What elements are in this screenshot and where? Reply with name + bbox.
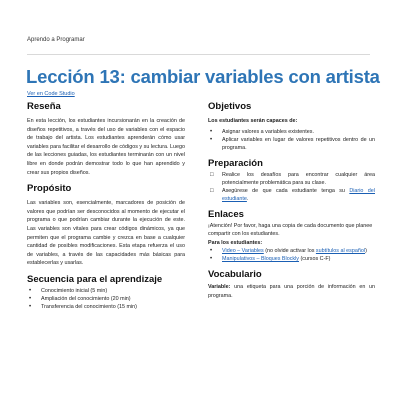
enlaces-sub: Para los estudiantes:	[208, 239, 263, 246]
vocabulario-heading: Vocabulario	[208, 269, 262, 281]
vocab-term: Variable:	[208, 284, 231, 291]
diario-estudiante-link[interactable]: Diario del estudiante	[222, 187, 375, 202]
video-variables-link[interactable]: Video – Variables	[222, 248, 264, 255]
checklist-item: □ Realice los desafíos para encontrar cualquier área potencialmente problemática para su clase.	[208, 171, 375, 187]
enlaces-list	[208, 247, 375, 263]
right-column	[208, 101, 375, 307]
list-item: • Aplicar variables en lugar de valores repetitivos dentro de un programa.	[208, 136, 375, 152]
resena-heading: Reseña	[27, 101, 61, 112]
list-item: • Conocimiento inicial (5 min)	[27, 287, 185, 295]
list-item: • Transferencia del conocimiento (15 min)	[27, 303, 185, 311]
vocab-definition: una etiqueta para una porción de información en un programa.	[208, 284, 375, 299]
preparacion-heading: Preparación	[208, 157, 263, 169]
link-note: (cursos C-F)	[299, 256, 331, 263]
subtitulos-link[interactable]: subtítulos al español	[315, 248, 366, 255]
list-item	[208, 247, 375, 255]
enlaces-warning: ¡Atención! Por favor, haga una copia de cada documento que planee compartir con los estudiantes.	[208, 222, 373, 238]
list-item	[208, 255, 375, 263]
page-title: Lección 13: cambiar variables con artista	[26, 66, 380, 87]
proposito-text: Las variables son, esencialmente, marcadores de posición de valores que podrían ser desconocidos al momento de ejecutar el programa o que podrían cambiar durante la ejecución de este. Las variables son vitales para crear códigos dinámicos, ya que permiten que el programa cambie y crezca en base a cualquier cantidad de posibles modificaciones. Esta etapa refuerza el uso de variables, a través de las capacidades más básicas para establecerlas y usarlas.	[27, 200, 185, 267]
header-divider	[27, 54, 370, 55]
link-note-end: )	[365, 248, 367, 255]
objetivos-heading: Objetivos	[208, 101, 252, 112]
resena-text: En esta lección, los estudiantes incursionarán en la creación de diseños repetitivos, a través del uso de variables con el espacio de trabajo del artista. Los estudiantes aprenderán cómo usar variables para facilitar el desarrollo de códigos y su lectura. Luego de las lecciones guiadas, los estudiantes terminarán con un nivel libre en donde podrán demostrar todo lo que han aprendido y crear sus propios diseños.	[27, 118, 185, 176]
list-item: • Ampliación del conocimiento (20 min)	[27, 295, 185, 303]
objetivos-list	[208, 128, 375, 152]
preparacion-list	[208, 171, 375, 203]
checklist-item	[208, 187, 375, 203]
enlaces-heading: Enlaces	[208, 208, 244, 220]
objetivos-intro: Los estudiantes serán capaces de:	[208, 118, 298, 124]
list-item: • Asignar valores a variables existentes.	[208, 128, 375, 136]
vocabulario-text	[208, 283, 375, 300]
checklist-item-end: .	[246, 195, 249, 202]
secuencia-heading: Secuencia para el aprendizaje	[27, 273, 163, 285]
link-note: (no olvide activar los	[263, 248, 316, 255]
watch-on-code-studio-link[interactable]: Ver en Code Studio	[27, 91, 75, 97]
proposito-heading: Propósito	[27, 183, 72, 195]
document-header: Aprendo a Programar	[27, 37, 85, 43]
checklist-item-text: Asegúrese de que cada estudiante tenga su	[222, 187, 350, 194]
left-column	[27, 101, 185, 317]
secuencia-list	[27, 287, 185, 311]
manipulativos-link[interactable]: Manipulativos – Bloques Blockly	[222, 256, 300, 263]
